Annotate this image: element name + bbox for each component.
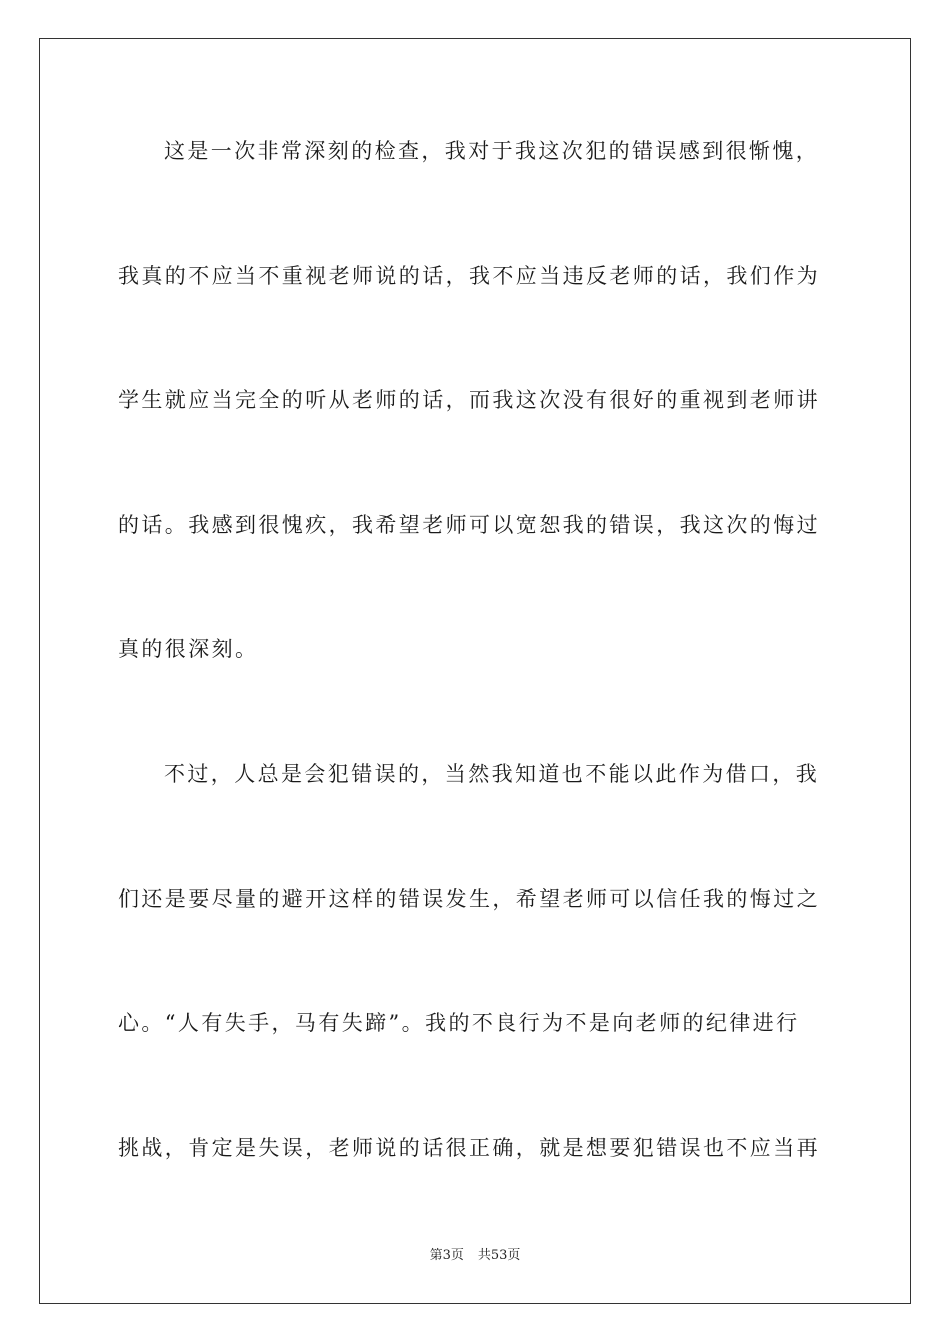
- paragraph-2-line-3: 心。“人有失手，马有失蹄”。我的不良行为不是向老师的纪律进行: [118, 1011, 800, 1035]
- paragraph-2-line-2: 们还是要尽量的避开这样的错误发生，希望老师可以信任我的悔过之: [118, 887, 820, 911]
- paragraph-2-line-1: 不过，人总是会犯错误的，当然我知道也不能以此作为借口，我: [164, 762, 820, 786]
- paragraph-1-line-2: 我真的不应当不重视老师说的话，我不应当违反老师的话，我们作为: [118, 264, 820, 288]
- page-border: [39, 38, 911, 1304]
- paragraph-1-line-1: 这是一次非常深刻的检查，我对于我这次犯的错误感到很惭愧，: [164, 139, 820, 163]
- paragraph-1-line-5: 真的很深刻。: [118, 637, 259, 661]
- paragraph-2-line-4: 挑战，肯定是失误，老师说的话很正确，就是想要犯错误也不应当再: [118, 1136, 820, 1160]
- page-total: 共53页: [477, 1248, 521, 1263]
- page-footer: [0, 1247, 950, 1265]
- paragraph-1-line-3: 学生就应当完全的听从老师的话，而我这次没有很好的重视到老师讲: [118, 388, 820, 412]
- page-number: 第3页: [429, 1248, 464, 1263]
- paragraph-1-line-4: 的话。我感到很愧疚，我希望老师可以宽恕我的错误，我这次的悔过: [118, 513, 820, 537]
